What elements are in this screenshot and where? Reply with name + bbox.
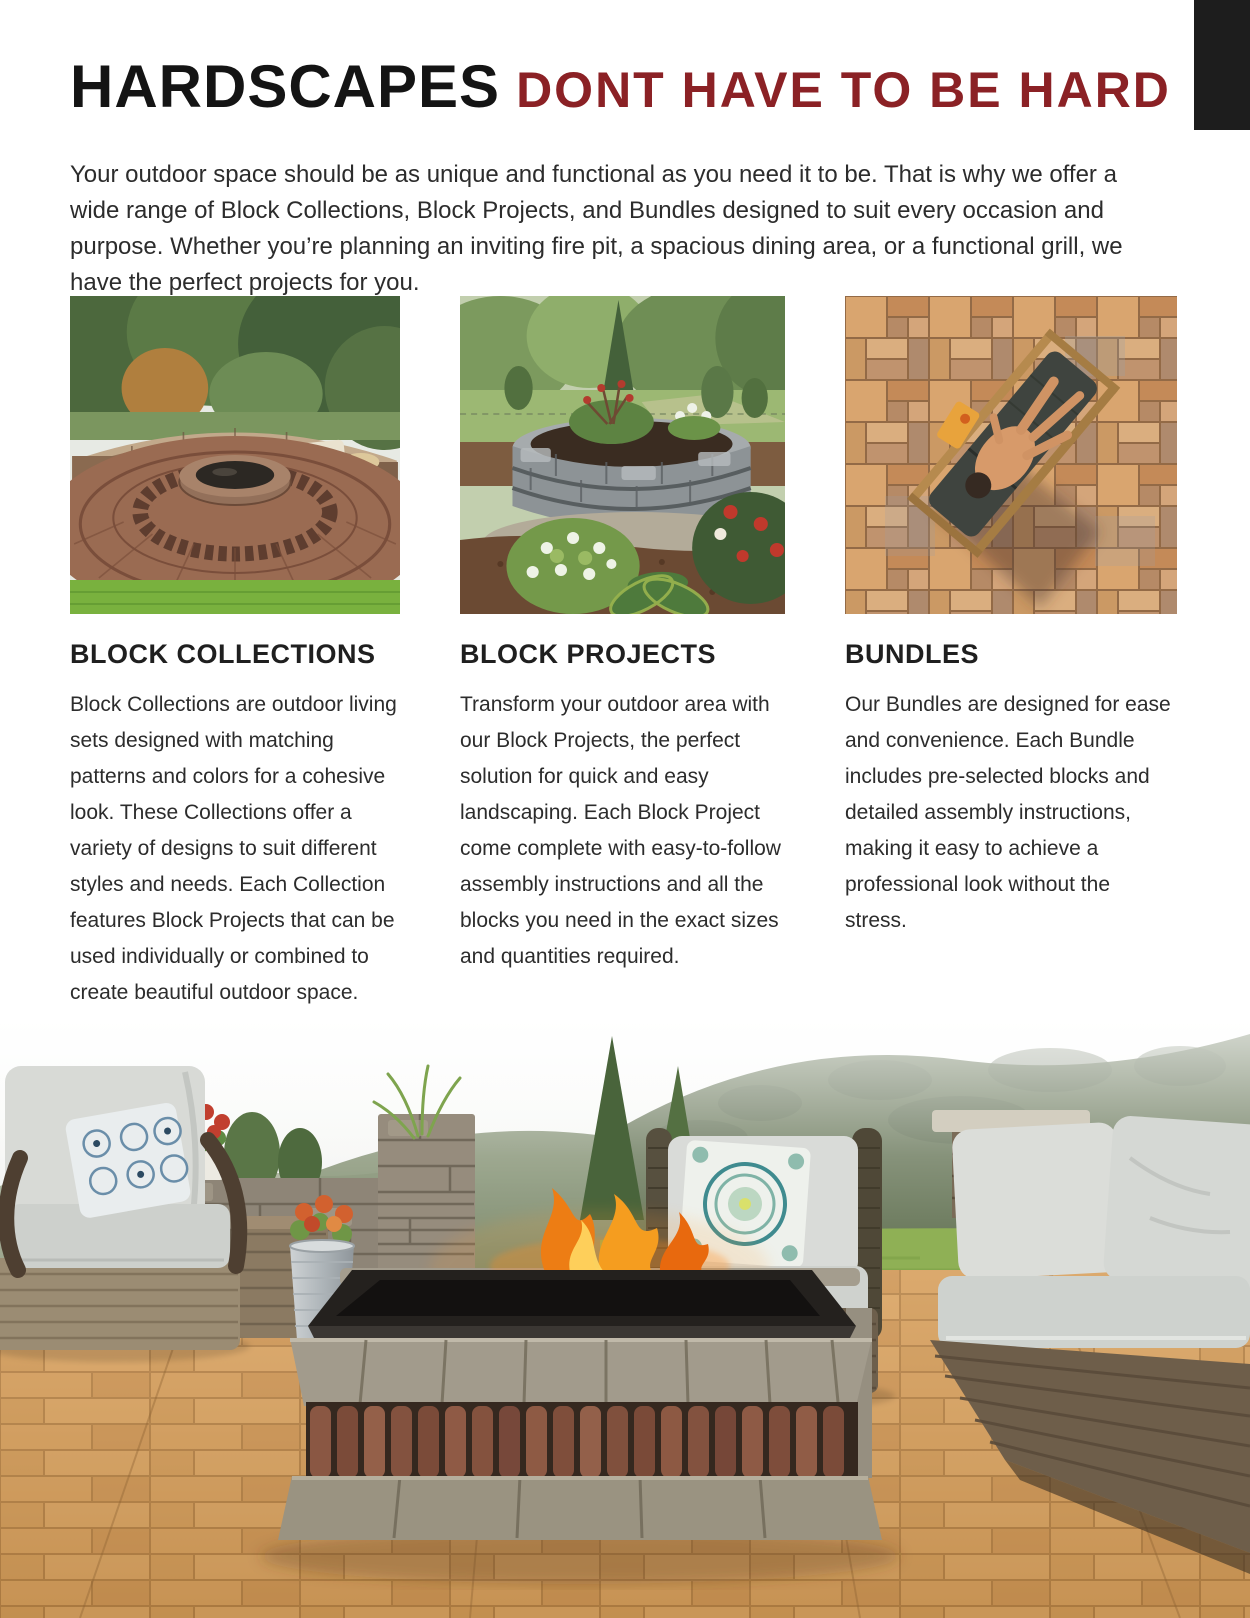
title-main: HARDSCAPES bbox=[70, 53, 501, 120]
hero-photo-container bbox=[0, 1008, 1250, 1618]
page-title bbox=[70, 52, 1171, 121]
column-block-collections bbox=[70, 296, 400, 1011]
intro-paragraph: Your outdoor space should be as unique and functional as you need it to be. That is why we offer a wide range of Block Collections, Block Projects, and Bundles designed to suit every occasion and purpose. Whether you’re planning an inviting fire pit, a spacious dining area, or a functional grill, we have the perfect projects for you. bbox=[70, 161, 1123, 296]
bundles-body: Our Bundles are designed for ease and convenience. Each Bundle includes pre-selected blocks and detailed assembly instructions, making it easy to achieve a professional look without the stress. bbox=[845, 693, 1171, 932]
block-projects-heading: BLOCK PROJECTS bbox=[460, 639, 717, 669]
column-bundles bbox=[845, 296, 1177, 939]
block-collections-photo bbox=[70, 296, 400, 614]
block-collections-heading: BLOCK COLLECTIONS bbox=[70, 639, 376, 669]
bundles-heading: BUNDLES bbox=[845, 639, 980, 669]
column-block-projects bbox=[460, 296, 785, 975]
hero-photo bbox=[0, 1008, 1250, 1618]
block-collections-body: Block Collections are outdoor living sets designed with matching patterns and colors for a cohesive look. These Collections offer a variety of designs to suit different styles and needs. Each Collection features Block Projects that can be used individually or combined to create beautiful outdoor space. bbox=[70, 693, 397, 1004]
block-projects-photo bbox=[460, 296, 785, 614]
title-accent: DONT HAVE TO BE HARD bbox=[516, 62, 1171, 118]
bundles-photo bbox=[845, 296, 1177, 614]
block-projects-body: Transform your outdoor area with our Block Projects, the perfect solution for quick and easy landscaping. Each Block Project come complete with easy-to-follow assembly instructions and all the blocks you need in the exact sizes and quantities required. bbox=[460, 693, 781, 968]
corner-accent-block bbox=[1194, 0, 1250, 130]
